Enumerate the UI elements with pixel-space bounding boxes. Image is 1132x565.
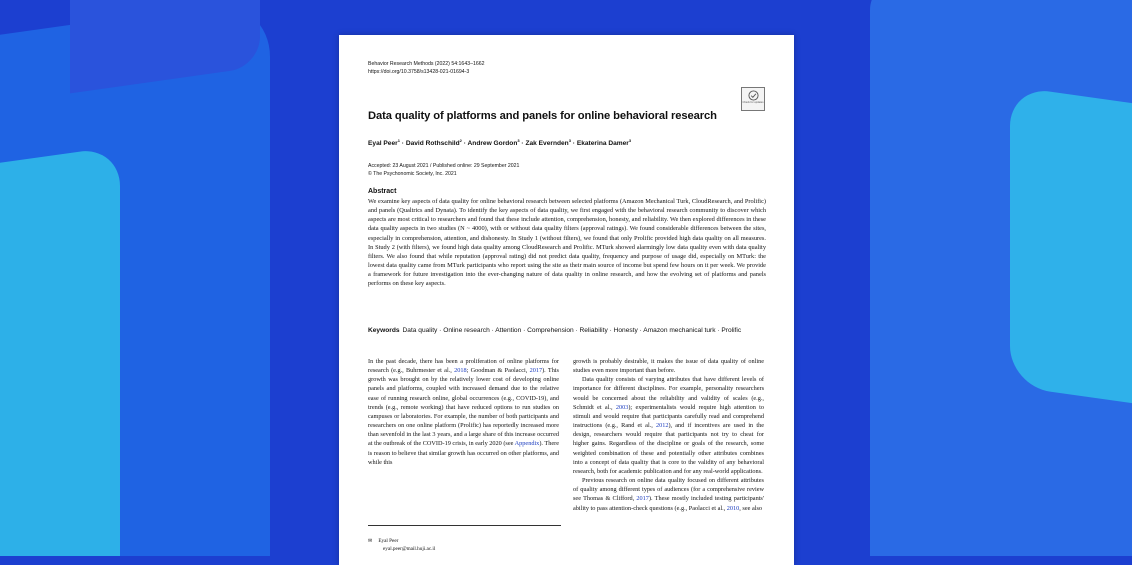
corresponding-author: Eyal Peer [378, 538, 399, 544]
copyright: © The Psychonomic Society, Inc. 2021 [368, 170, 457, 177]
paper-page [339, 35, 794, 565]
keywords [368, 327, 741, 334]
text-run: ); experimentalists would require high attention to stimuli and would require that participants carefully read and comprehend instructions (e.g., Rand et al., [573, 403, 764, 430]
text-run: ; Goodman & Paolacci, [466, 367, 530, 375]
author-name[interactable]: Andrew Gordon [467, 140, 518, 148]
footnote [368, 537, 435, 553]
check-updates-icon [748, 90, 759, 101]
author-name[interactable]: Ekaterina Damer [576, 140, 629, 148]
accepted-date: Accepted: 23 August 2021 / Published online: 29 September 2021 [368, 163, 520, 169]
abstract-heading: Abstract [368, 188, 397, 195]
body-column-right [573, 357, 764, 513]
corresponding-email[interactable]: eyal.peer@mail.huji.ac.il [383, 546, 436, 552]
text-run: ), and if incentives are used in the design, researchers would require that participants not try to cheat for higher gains. Regardless of the discipline or goals of the research, some weighted combination of these and potentially other attributes combines into a concept of data quality that is core to the validity of any behavioral research, both for academic publication and for any real-world applications. [573, 422, 764, 475]
email-envelope-icon: ✉ [368, 538, 373, 544]
appendix-link[interactable]: Appendix [514, 440, 540, 448]
reference-link[interactable]: 2010 [726, 504, 740, 512]
journal-info [368, 60, 485, 76]
text-run: , see also [739, 504, 763, 512]
paragraph [573, 476, 764, 513]
check-for-updates-badge[interactable] [741, 87, 765, 111]
bg-shape-left-cyan [0, 146, 120, 556]
body-column-left [368, 357, 559, 467]
paper-title: Data quality of platforms and panels for online behavioral research [368, 110, 717, 122]
text-run: Data quality consists of varying attributes that have different levels of importance for different disciplines. For example, personality researchers would be concerned about the reliability and validity of scales (e.g., Schmidt et al., [573, 376, 764, 411]
paragraph: growth is probably desirable, it makes the issue of data quality of online studies even more important than before. [573, 358, 764, 375]
reference-link[interactable]: 2017 [636, 495, 649, 503]
bg-shape-right-cyan [1010, 86, 1132, 414]
author-affiliation: 2 [459, 138, 462, 143]
author-name[interactable]: David Rothschild [405, 140, 460, 148]
text-run: In the past decade, there has been a proliferation of online platforms for research (e.g., Buhrmester et al., [368, 358, 559, 375]
author-list: Eyal Peer$^1$ · David Rothschild$^2$ · Andrew Gordon$^3$ · Zak Evernden$^3$ · Ekaterina Damer$^3$ [368, 138, 632, 148]
reference-link[interactable]: 2018 [454, 367, 467, 375]
doi-link[interactable]: https://doi.org/10.3758/s13428-021-01694-3 [368, 69, 470, 75]
footnote-divider [368, 525, 561, 526]
text-run: ). These mostly included testing participants' ability to pass attention-check questions (e.g., Paolacci et al., [573, 495, 764, 512]
abstract-text: We examine key aspects of data quality for online behavioral research between selected platforms (Amazon Mechanical Turk, CloudResearch, and Prolific) and panels (Qualtrics and Dynata). To identify the key aspects of data quality, we first engaged with the behavioral research community to discover which aspects are most critical to researchers and found that these include attention, comprehension, honesty, and reliability. We then explored differences in these data quality aspects in two studies (N ~ 4000), with or without data quality filters (approval ratings). We found considerable differences between the sites, especially in comprehension, attention, and dishonesty. In Study 1 (without filters), we found that only Prolific provided high data quality on all measures. In Study 2 (with filters), we found high data quality among CloudResearch and Prolific. MTurk showed alarmingly low data quality even with data quality filters. We also found that while reputation (approval rating) did not predict data quality, frequency and purpose of usage did, especially on MTurk: the lowest data quality came from MTurk participants who report using the site as their main source of income but spend few hours on it per week. We provide a framework for future investigation into the ever-changing nature of data quality in online research, and how the evolving set of platforms and panels performs on these key aspects. [368, 198, 766, 288]
reference-link[interactable]: 2012 [655, 422, 669, 430]
author-affiliation: 3 [628, 138, 632, 143]
paragraph [368, 357, 559, 467]
publication-dates [368, 163, 519, 178]
author-affiliation: 3 [568, 138, 571, 143]
reference-link[interactable]: 2003 [615, 403, 629, 411]
journal-citation: Behavior Research Methods (2022) 54:1643–1662 [368, 61, 485, 67]
text-run: ). This growth was brought on by the relatively lower cost of developing online panels and platforms, coupled with increased demand due to the relative ease of running research online, global occurrences (e.g., COVID-19), and trends (e.g., remote working) that have reduced options to run studies on campuses or laboratories. For example, the number of both participants and researchers on one online platform (Prolific) has reportedly increased more than sevenfold in the last 3 years, and a large share of this increase occurred at the outbreak of the COVID-19 crisis, in early 2020 (see [368, 367, 559, 448]
keywords-list: Data quality · Online research · Attention · Comprehension · Reliability · Honesty · Amazon mechanical turk · Prolific [402, 327, 742, 334]
badge-label: Check for updates [742, 101, 764, 104]
author-name[interactable]: Eyal Peer [368, 140, 398, 148]
author-name[interactable]: Zak Evernden [525, 140, 569, 148]
author-affiliation: 3 [517, 138, 520, 143]
text-run: Previous research on online data quality focused on different attributes of quality among different types of audiences (for a comprehensive review see Thomas & Clifford, [573, 477, 764, 503]
author-affiliation: 1 [397, 138, 400, 143]
text-run: ). There is reason to believe that similar growth has occurred on other platforms, and while this [368, 440, 559, 466]
reference-link[interactable]: 2017 [529, 367, 543, 375]
keywords-label: Keywords [368, 327, 400, 334]
paragraph [573, 375, 764, 476]
